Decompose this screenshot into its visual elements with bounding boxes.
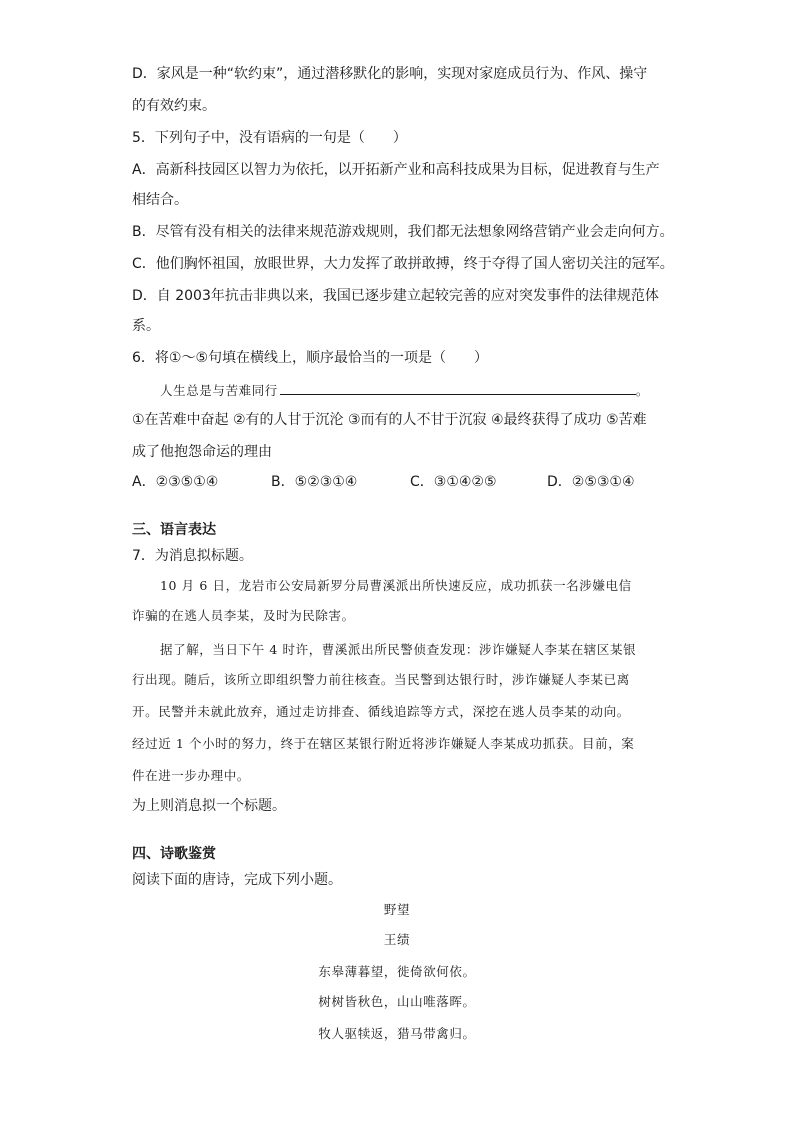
q5-option-c: C．他们胸怀祖国，放眼世界，大力发挥了敢拼敢搏，终于夺得了国人密切关注的冠军。 bbox=[132, 256, 674, 272]
poem-title: 野望 bbox=[383, 902, 411, 917]
poem-line-2: 树树皆秋色，山山唯落晖。 bbox=[318, 994, 476, 1009]
q5-option-d-line1: D．自 2003年抗击非典以来，我国已逐步建立起较完善的应对突发事件的法律规范体 bbox=[132, 288, 659, 304]
news-p2-line1: 据了解，当日下午 4 时许，曹溪派出所民警侦查发现：涉诈嫌疑人李某在辖区某银 bbox=[160, 642, 637, 657]
q6-sentence-blank bbox=[160, 380, 649, 401]
q5-option-b: B．尽管有没有相关的法律来规范游戏规则，我们都无法想象网络营销产业会走向何方。 bbox=[132, 224, 674, 240]
news-p2-line5: 件在进一步办理中。 bbox=[132, 768, 250, 783]
q6-option-d: D．②⑤③①④ bbox=[547, 474, 635, 490]
q5-option-d-line2: 系。 bbox=[132, 318, 160, 334]
q6-option-c: C．③①④②⑤ bbox=[410, 474, 497, 490]
question-8-intro: 阅读下面的唐诗，完成下列小题。 bbox=[132, 872, 342, 888]
q6-option-a: A．②③⑤①④ bbox=[132, 474, 219, 490]
poem-line-1: 东皋薄暮望，徙倚欲何依。 bbox=[318, 964, 476, 979]
news-p1-line2: 诈骗的在逃人员李某，及时为民除害。 bbox=[132, 608, 355, 623]
q5-option-a-line1: A．高新科技园区以智力为依托，以开拓新产业和高科技成果为目标，促进教育与生产 bbox=[132, 162, 660, 178]
q5-option-a-line2: 相结合。 bbox=[132, 192, 188, 208]
section-4-heading: 四、诗歌鉴赏 bbox=[132, 846, 216, 862]
question-5-stem: 5．下列句子中，没有语病的一句是（ ） bbox=[132, 130, 407, 146]
section-3-heading: 三、语言表达 bbox=[132, 522, 216, 538]
q6-options bbox=[132, 472, 652, 492]
q6-sentence-end: 。 bbox=[635, 383, 650, 398]
news-p2-line3: 开。民警并未就此放弃，通过走访排查、循线追踪等方式，深挖在逃人员李某的动向。 bbox=[132, 704, 630, 719]
question-7-task: 为上则消息拟一个标题。 bbox=[132, 798, 286, 814]
answer-blank-line bbox=[280, 380, 636, 395]
q6-option-b: B．⑤②③①④ bbox=[271, 474, 358, 490]
news-p1-line1: 10 月 6 日，龙岩市公安局新罗分局曹溪派出所快速反应，成功抓获一名涉嫌电信 bbox=[160, 578, 632, 593]
q6-sentences-line2: 成了他抱怨命运的理由 bbox=[132, 444, 272, 460]
question-6-stem: 6．将①～⑤句填在横线上，顺序最恰当的一项是（ ） bbox=[132, 350, 489, 366]
news-p2-line2: 行出现。随后，该所立即组织警力前往核查。当民警到达银行时，涉诈嫌疑人李某已离 bbox=[132, 672, 630, 687]
q4-option-d-line2: 的有效约束。 bbox=[132, 98, 216, 114]
news-p2-line4: 经过近 1 个小时的努力，终于在辖区某银行附近将涉诈嫌疑人李某成功抓获。目前，案 bbox=[132, 736, 635, 751]
q6-sentences-line1: ①在苦难中奋起 ②有的人甘于沉沦 ③而有的人不甘于沉寂 ④最终获得了成功 ⑤苦难 bbox=[132, 412, 647, 428]
q4-option-d-line1: D．家风是一种“软约束”，通过潜移默化的影响，实现对家庭成员行为、作风、操守 bbox=[132, 66, 648, 82]
q6-sentence-text: 人生总是与苦难同行 bbox=[160, 383, 278, 398]
poem-author: 王绩 bbox=[383, 932, 411, 947]
poem-line-3: 牧人驱犊返，猎马带禽归。 bbox=[318, 1026, 476, 1041]
question-7-stem: 7．为消息拟标题。 bbox=[132, 548, 253, 564]
